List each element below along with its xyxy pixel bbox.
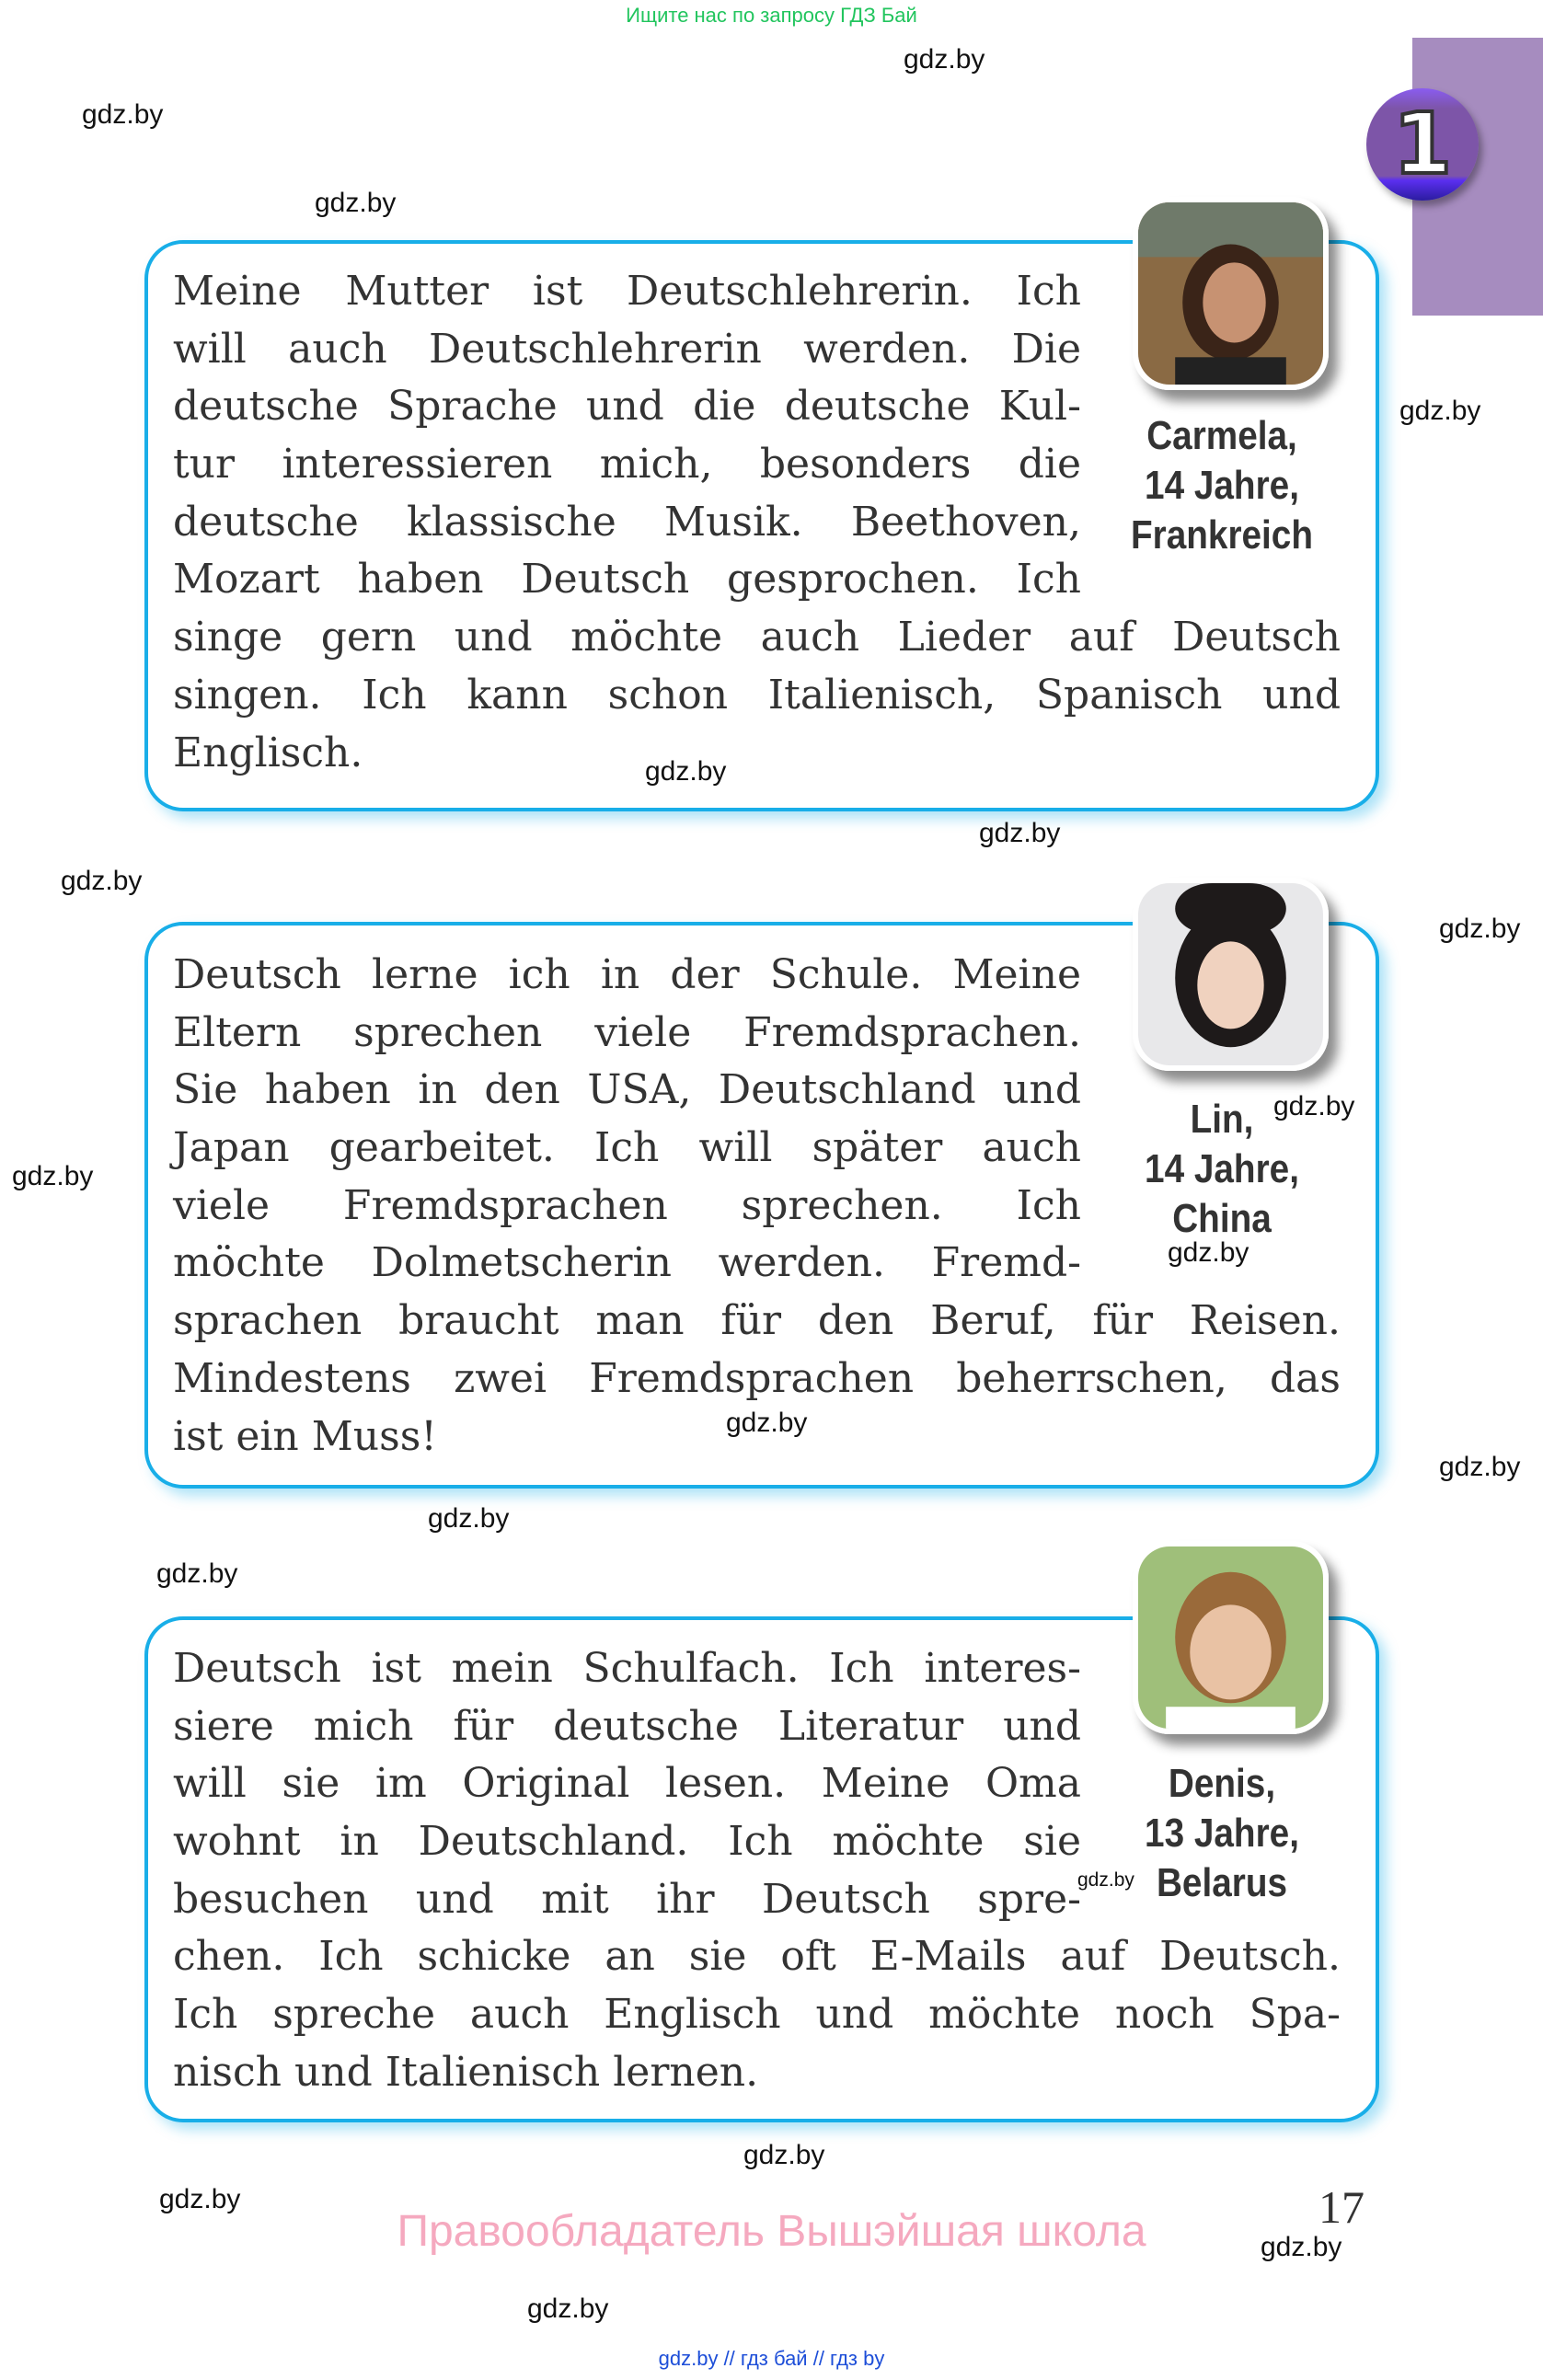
watermark: gdz.by xyxy=(527,2294,609,2324)
page-number: 17 xyxy=(1318,2181,1365,2233)
person-name: Carmela, xyxy=(1146,413,1297,458)
text-line: Mozart haben Deutsch gesprochen. Ich xyxy=(173,556,1081,604)
watermark: gdz.by xyxy=(1168,1237,1249,1268)
watermark: gdz.by xyxy=(726,1408,808,1438)
paragraph-lin xyxy=(173,947,1341,1466)
watermark: gdz.by xyxy=(1439,1452,1521,1482)
text-line: Deutsch ist mein Schulfach. Ich interes- xyxy=(173,1645,1081,1692)
watermark: gdz.by xyxy=(428,1503,510,1534)
unit-number: 1 xyxy=(1392,95,1452,193)
text-line: will auch Deutschlehrerin werden. Die xyxy=(173,325,1081,373)
person-country: Belarus xyxy=(1156,1860,1288,1905)
watermark: gdz.by xyxy=(743,2140,825,2170)
text-line: sprachen braucht man für den Beruf, für Reisen. xyxy=(173,1297,1341,1345)
watermark: gdz.by xyxy=(1261,2232,1342,2262)
watermark: gdz.by xyxy=(1273,1091,1355,1121)
text-line: Englisch. xyxy=(173,729,363,776)
person-age: 13 Jahre, xyxy=(1145,1811,1299,1856)
text-line: will sie im Original lesen. Meine Oma xyxy=(173,1760,1081,1808)
text-line: Sie haben in den USA, Deutschland und xyxy=(173,1066,1081,1114)
text-line: singen. Ich kann schon Italienisch, Spanisch und xyxy=(173,671,1341,719)
text-line: viele Fremdsprachen sprechen. Ich xyxy=(173,1181,1081,1229)
unit-badge xyxy=(1366,88,1479,201)
text-line: möchte Dolmetscherin werden. Fremd- xyxy=(173,1239,1081,1287)
text-line: Deutsch lerne ich in der Schule. Meine xyxy=(173,951,1081,998)
watermark: gdz.by xyxy=(156,1558,238,1589)
watermark: gdz.by xyxy=(904,44,985,75)
text-line: siere mich für deutsche Literatur und xyxy=(173,1702,1081,1750)
text-line: deutsche klassische Musik. Beethoven, xyxy=(173,498,1081,546)
bottom-links[interactable]: gdz.by // гдз бай // гдз by xyxy=(658,2347,885,2370)
person-name: Lin, xyxy=(1190,1097,1254,1142)
copyright-notice: Правообладатель Вышэйшая школа xyxy=(397,2207,1146,2256)
watermark: gdz.by xyxy=(12,1161,94,1191)
text-line: besuchen und mit ihr Deutsch spre- xyxy=(173,1875,1081,1923)
text-line: wohnt in Deutschland. Ich möchte sie xyxy=(173,1818,1081,1866)
text-line: Eltern sprechen viele Fremdsprachen. xyxy=(173,1008,1081,1056)
watermark: gdz.by xyxy=(645,756,727,787)
text-line: nisch und Italienisch lernen. xyxy=(173,2048,759,2096)
text-line: deutsche Sprache und die deutsche Kul- xyxy=(173,383,1081,431)
text-line: singe gern und möchte auch Lieder auf Deutsch xyxy=(173,614,1341,661)
person-age: 14 Jahre, xyxy=(1145,1146,1299,1191)
person-name: Denis, xyxy=(1168,1761,1276,1806)
person-country: Frankreich xyxy=(1131,512,1313,558)
text-line: Meine Mutter ist Deutschlehrerin. Ich xyxy=(173,268,1081,315)
watermark: gdz.by xyxy=(979,818,1061,848)
text-line: Ich spreche auch Englisch und möchte noch Spa- xyxy=(173,1991,1341,2039)
search-hint: Ищите нас по запросу ГДЗ Бай xyxy=(626,4,917,27)
text-line: Japan gearbeitet. Ich will später auch xyxy=(173,1124,1081,1172)
watermark: gdz.by xyxy=(82,99,164,130)
text-line: Mindestens zwei Fremdsprachen beherrschen, das xyxy=(173,1354,1341,1402)
person-country: China xyxy=(1172,1196,1272,1241)
person-age: 14 Jahre, xyxy=(1145,463,1299,508)
watermark: gdz.by xyxy=(1077,1869,1134,1891)
text-line: ist ein Muss! xyxy=(173,1412,437,1460)
text-line: tur interessieren mich, besonders die xyxy=(173,441,1081,489)
paragraph-denis xyxy=(173,1640,1341,2102)
watermark: gdz.by xyxy=(1439,914,1521,944)
watermark: gdz.by xyxy=(159,2184,241,2214)
watermark: gdz.by xyxy=(315,188,397,218)
paragraph-carmela xyxy=(173,263,1341,782)
text-line: chen. Ich schicke an sie oft E-Mails auf Deutsch. xyxy=(173,1933,1341,1981)
watermark: gdz.by xyxy=(61,866,143,896)
watermark: gdz.by xyxy=(1399,396,1481,426)
